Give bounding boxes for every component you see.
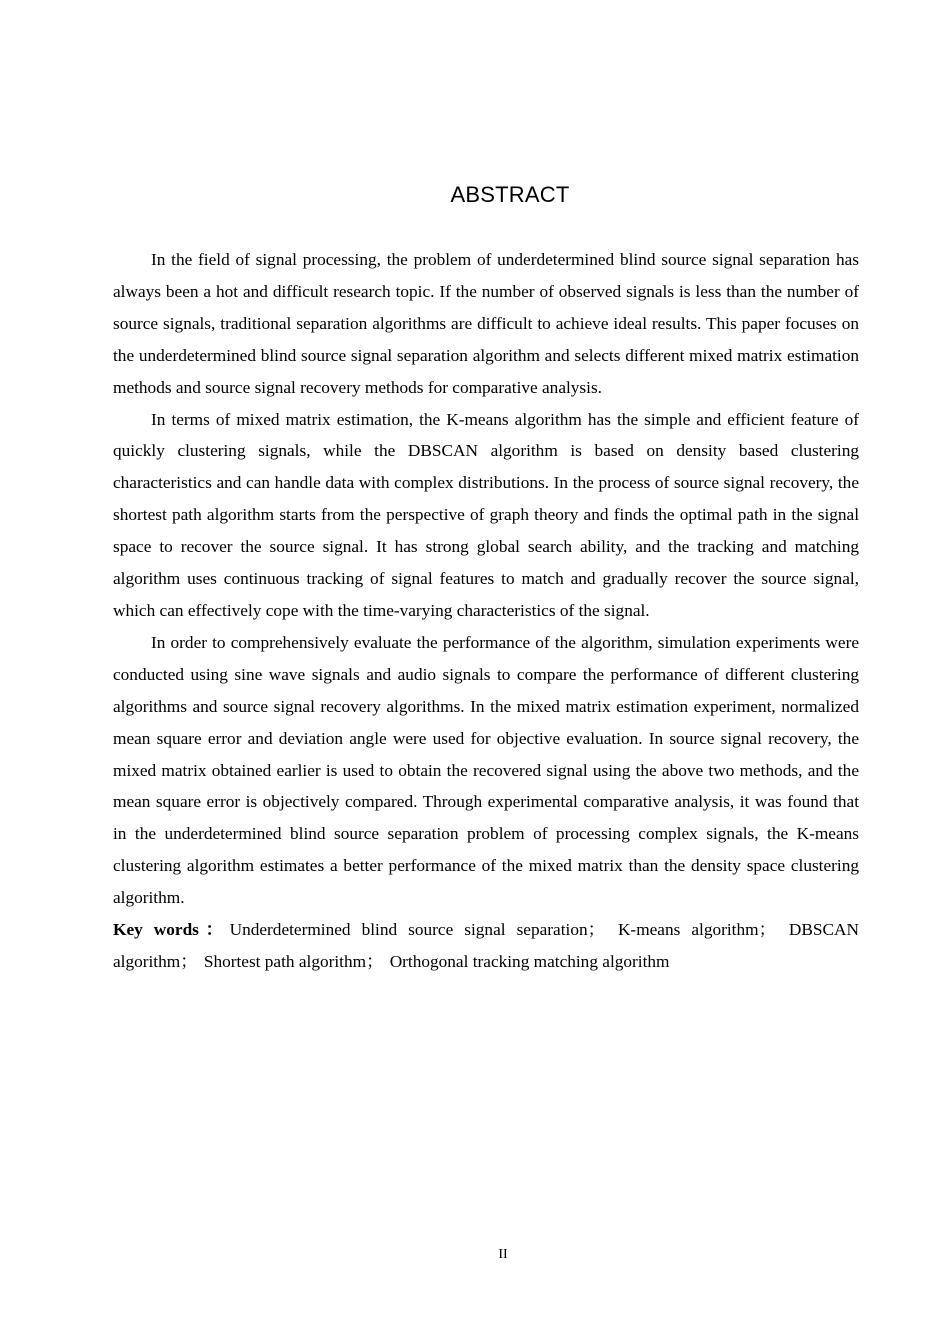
keyword-separator: ； [758, 920, 776, 940]
abstract-paragraph-1: In the field of signal processing, the problem of underdetermined blind source signal separation has always been a hot and difficult research topic. If the number of observed signals is less than the number of source signals, traditional separation algorithms are difficult to achieve ideal results. This paper focuses on the underdetermined blind source signal separation algorithm and selects different mixed matrix estimation methods and source signal recovery methods for comparative analysis. [113, 250, 859, 397]
page-number: II [498, 1247, 508, 1262]
keyword-item: K-means algorithm [617, 920, 759, 940]
keyword-item: Shortest path algorithm [203, 951, 367, 971]
keyword-item: DBSCAN algorithm [113, 920, 860, 971]
keyword-item: Underdetermined blind source signal separation [229, 920, 588, 940]
keyword-item: Orthogonal tracking matching algorithm [389, 951, 670, 971]
keywords-label: Key words： [113, 920, 230, 940]
keywords-line [113, 914, 859, 978]
keyword-separator: ； [180, 951, 198, 971]
abstract-paragraph-2: In terms of mixed matrix estimation, the K-means algorithm has the simple and efficient feature of quickly clustering signals, while the DBSCAN algorithm is based on density based clustering characteristics and can handle data with complex distributions. In the process of source signal recovery, the shortest path algorithm starts from the perspective of graph theory and finds the optimal path in the signal space to recover the source signal. It has strong global search ability, and the tracking and matching algorithm uses continuous tracking of signal features to match and gradually recover the source signal, which can effectively cope with the time-varying characteristics of the signal. [113, 409, 859, 620]
abstract-paragraph-3: In order to comprehensively evaluate the performance of the algorithm, simulation experiments were conducted using sine wave signals and audio signals to compare the performance of different clustering algorithms and source signal recovery algorithms. In the mixed matrix estimation experiment, normalized mean square error and deviation angle were used for objective evaluation. In source signal recovery, the mixed matrix obtained earlier is used to obtain the recovered signal using the above two methods, and the mean square error is objectively compared. Through experimental comparative analysis, it was found that in the underdetermined blind source separation problem of processing complex signals, the K-means clustering algorithm estimates a better performance of the mixed matrix than the density space clustering algorithm. [113, 632, 859, 908]
keyword-separator: ； [366, 951, 384, 971]
abstract-heading: ABSTRACT [450, 182, 570, 207]
abstract-body [113, 244, 859, 978]
keyword-separator: ； [587, 920, 605, 940]
